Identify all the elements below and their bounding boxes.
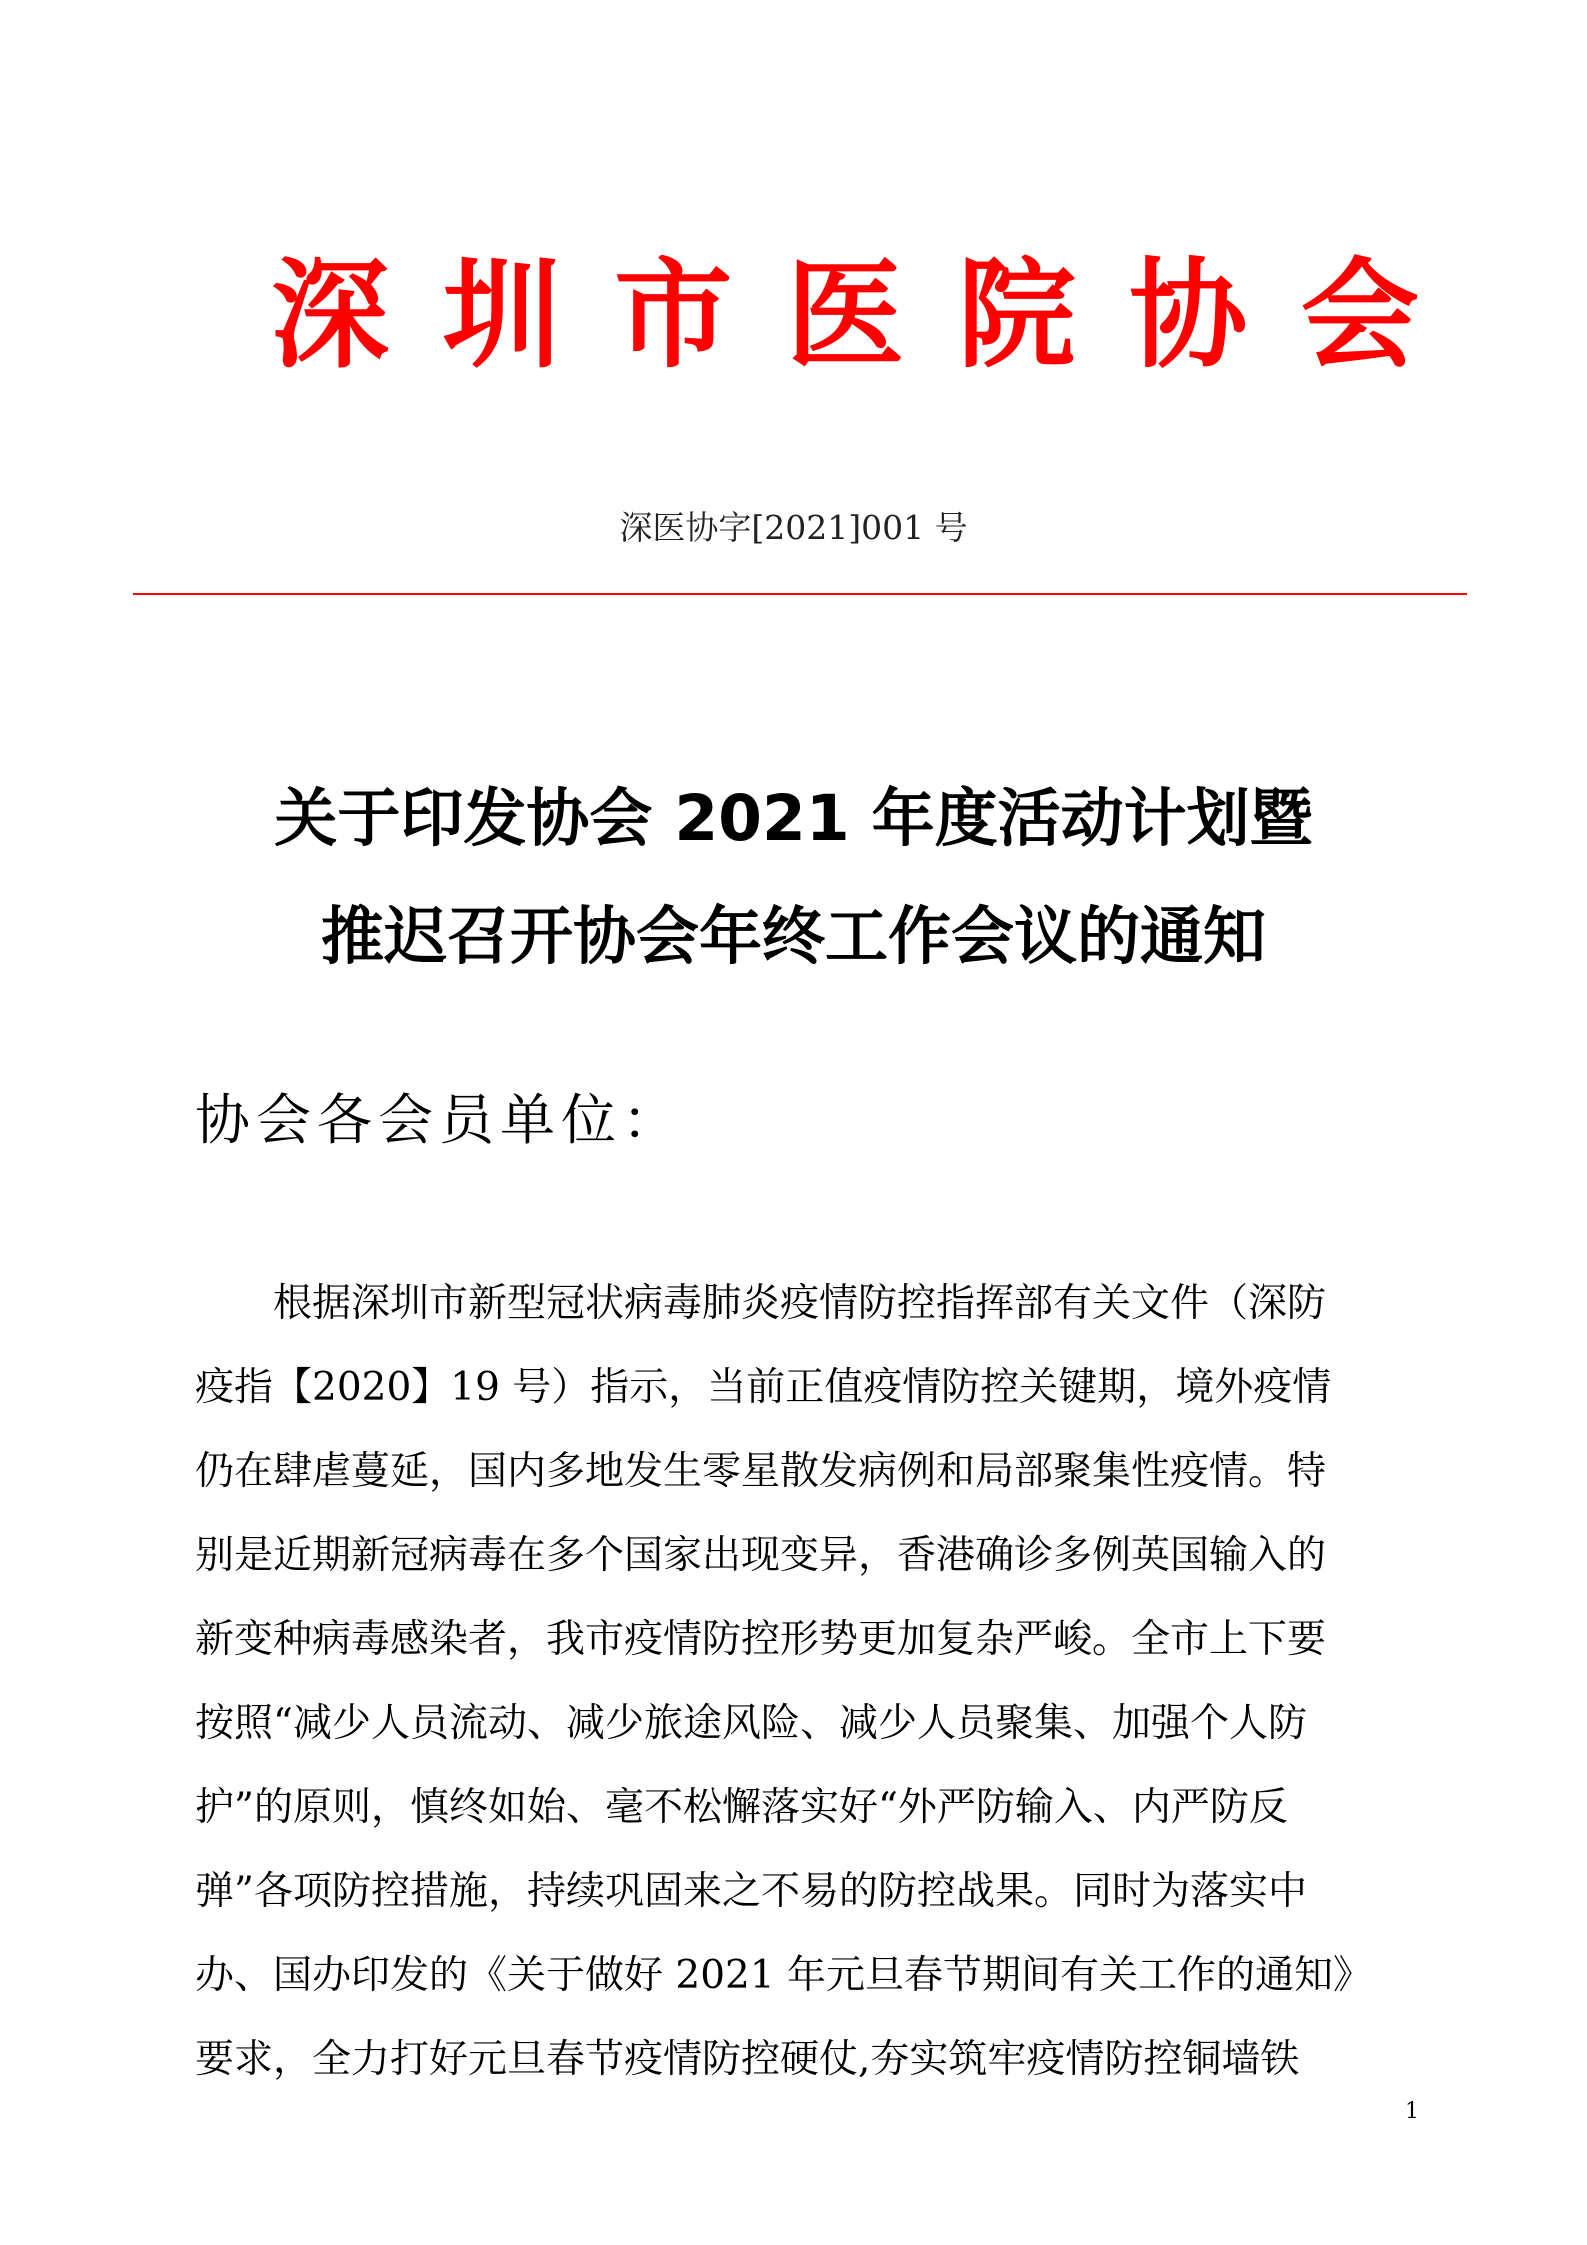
body-line: 疫指【2020】19 号）指示，当前正值疫情防控关键期，境外疫情 bbox=[195, 1365, 1332, 1410]
body-line: 弹”各项防控措施，持续巩固来之不易的防控战果。同时为落实中 bbox=[195, 1869, 1307, 1914]
header-divider bbox=[133, 593, 1467, 595]
document-title bbox=[0, 760, 1587, 996]
body-paragraph bbox=[195, 1262, 1420, 2102]
salutation: 协会各会员单位： bbox=[195, 1088, 684, 1152]
page-number: 1 bbox=[1405, 2099, 1419, 2124]
body-line: 要求，全力打好元旦春节疫情防控硬仗,夯实筑牢疫情防控铜墙铁 bbox=[195, 2037, 1300, 2082]
title-line-1: 关于印发协会 2021 年度活动计划暨 bbox=[274, 782, 1313, 855]
organization-header bbox=[270, 245, 1420, 385]
body-line: 新变种病毒感染者，我市疫情防控形势更加复杂严峻。全市上下要 bbox=[195, 1617, 1327, 1662]
org-header-char: 圳 bbox=[442, 246, 561, 384]
org-header-char: 会 bbox=[1300, 246, 1419, 384]
body-line: 护”的原则，慎终如始、毫不松懈落实好“外严防输入、内严防反 bbox=[195, 1785, 1288, 1830]
org-header-char: 医 bbox=[785, 246, 904, 384]
body-line: 根据深圳市新型冠状病毒肺炎疫情防控指挥部有关文件（深防 bbox=[195, 1281, 1327, 1326]
org-header-char: 院 bbox=[957, 246, 1076, 384]
body-line: 仍在肆虐蔓延，国内多地发生零星散发病例和局部聚集性疫情。特 bbox=[195, 1449, 1327, 1494]
org-header-char: 协 bbox=[1129, 246, 1248, 384]
title-line-2: 推迟召开协会年终工作会议的通知 bbox=[321, 900, 1266, 973]
body-line: 办、国办印发的《关于做好 2021 年元旦春节期间有关工作的通知》 bbox=[195, 1953, 1373, 1998]
org-header-char: 市 bbox=[614, 246, 733, 384]
org-header-char: 深 bbox=[270, 246, 389, 384]
body-line: 别是近期新冠病毒在多个国家出现变异，香港确诊多例英国输入的 bbox=[195, 1533, 1327, 1578]
document-number: 深医协字[2021]001 号 bbox=[619, 508, 968, 547]
body-line: 按照“减少人员流动、减少旅途风险、减少人员聚集、加强个人防 bbox=[195, 1701, 1307, 1746]
